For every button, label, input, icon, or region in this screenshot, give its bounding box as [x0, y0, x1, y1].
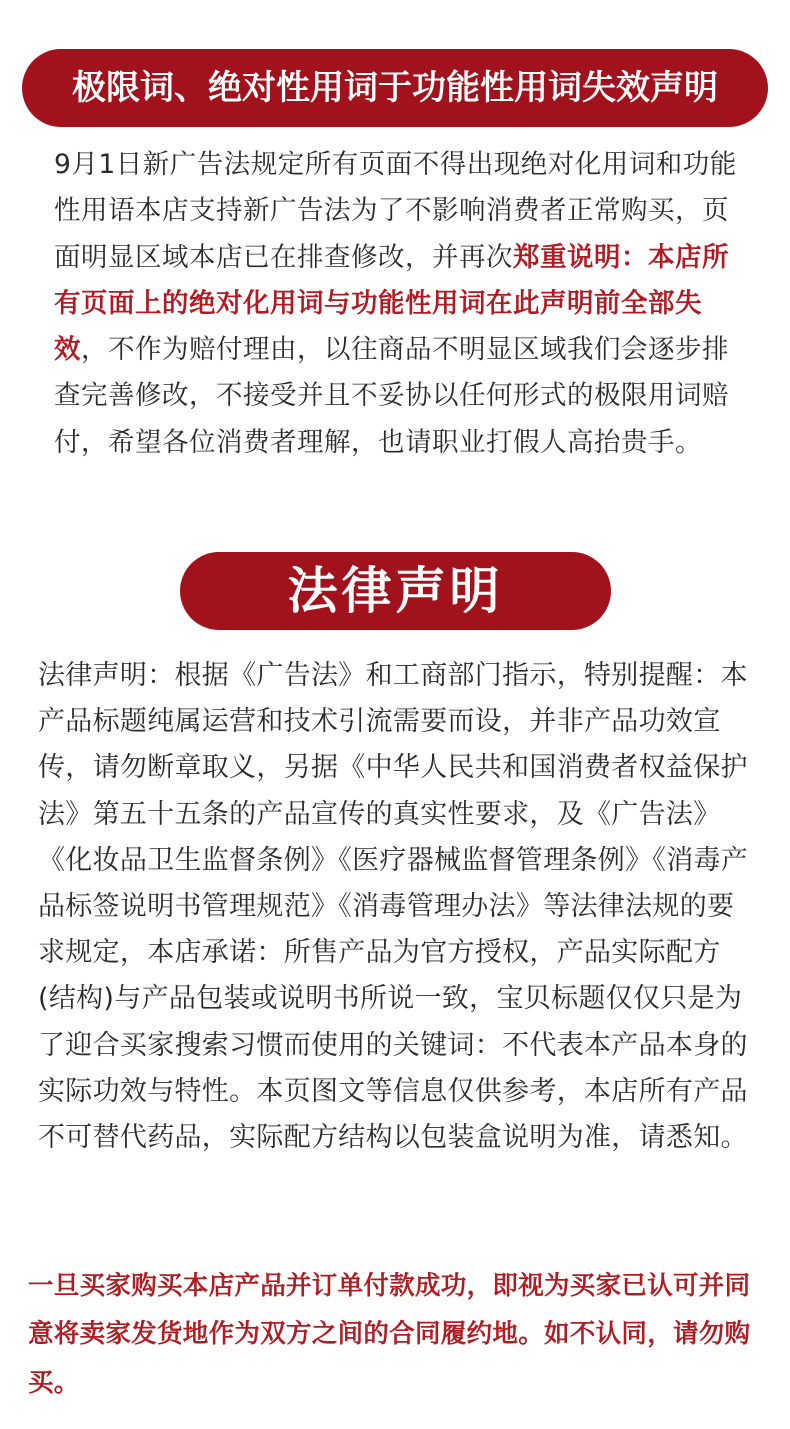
legal-title: 法律声明: [287, 562, 504, 620]
legal-title-banner: [180, 552, 611, 630]
notice-paragraph: [54, 142, 744, 466]
legal-paragraph: 法律声明：根据《广告法》和工商部门指示，特别提醒：本产品标题纯属运营和技术引流需要而设，并非产品功效宣传，请勿断章取义，另据《中华人民共和国消费者权益保护法》第五十五条的产品宣传的真实性要求，及《广告法》《化妆品卫生监督条例》《医疗器械监督管理条例》《消毒产品标签说明书管理规范》《消毒管理办法》等法律法规的要求规定，本店承诺：所售产品为官方授权，产品实际配方(结构)与产品包装或说明书所说一致，宝贝标题仅仅只是为了迎合买家搜索习惯而使用的关键词：不代表本产品本身的实际功效与特性。本页图文等信息仅供参考，本店所有产品不可替代药品，实际配方结构以包装盒说明为准，请悉知。: [38, 660, 749, 1154]
notice-title: 极限词、绝对性用词于功能性用词失效声明: [72, 68, 718, 108]
notice-text-before: 9月1日新广告法规定所有页面不得出现绝对化用词和功能性用语本店支持新广告法为了不影响消费者正常购买，页面明显区域本店已在排查修改，并再次: [54, 149, 737, 273]
contract-notice: 一旦买家购买本店产品并订单付款成功，即视为买家已认可并同意将卖家发货地作为双方之间的合同履约地。如不认同，请勿购买。: [28, 1271, 751, 1398]
notice-highlight: 郑重说明：本店所有页面上的绝对化用词与功能性用词在此声明前全部失效: [54, 241, 729, 366]
notice-text-after: ，不作为赔付理由，以往商品不明显区域我们会逐步排查完善修改，不接受并且不妥协以任何形式的极限用词赔付，希望各位消费者理解，也请职业打假人高抬贵手。: [54, 334, 729, 458]
notice-title-banner: [22, 49, 768, 127]
